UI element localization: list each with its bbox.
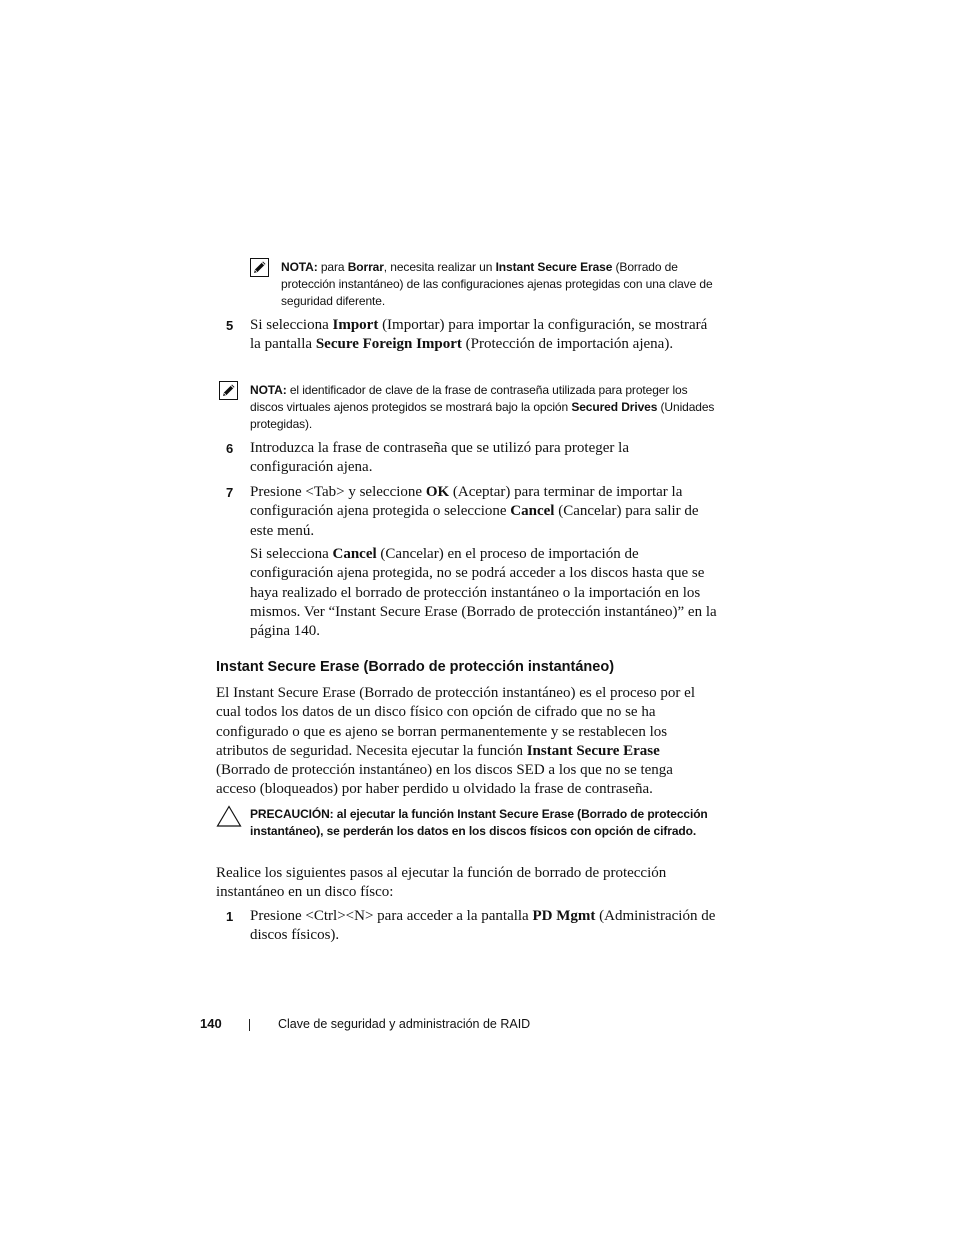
- note-block: NOTA: el identificador de clave de la frase de contraseña utilizada para proteger los discos virtuales ajenos protegidos se mostrará bajo la opción Secured Drives (Unidades protegidas).: [250, 383, 715, 431]
- note-block: NOTA: para Borrar, necesita realizar un Instant Secure Erase (Borrado de protección instantáneo) de las configuraciones ajenas protegidas con una clave de seguridad diferente.: [281, 260, 713, 308]
- step-number: 1: [226, 909, 234, 924]
- step-text: Presione <Ctrl><N> para acceder a la pantalla PD Mgmt (Administración de discos físicos).: [250, 908, 716, 944]
- step-number: 7: [226, 485, 234, 500]
- step-text: Introduzca la frase de contraseña que se utilizó para proteger la configuración ajena.: [250, 440, 629, 476]
- note-pencil-icon: [219, 381, 238, 400]
- intro-paragraph: Realice los siguientes pasos al ejecutar la función de borrado de protección instantáneo en un disco físco:: [216, 865, 667, 901]
- step-number: 6: [226, 441, 234, 456]
- footer-separator: [249, 1019, 250, 1031]
- step-number: 5: [226, 318, 234, 333]
- caution-block: PRECAUCIÓN: al ejecutar la función Instant Secure Erase (Borrado de protección instantáneo), se perderán los datos en los discos físicos con opción de cifrado.: [250, 807, 708, 838]
- step-paragraph: Si selecciona Cancel (Cancelar) en el proceso de importación de configuración ajena protegida, no se podrá acceder a los discos hasta que se haya realizado el borrado de protección instantáneo o la importación en los mismos. Ver “Instant Secure Erase (Borrado de protección instantáneo)” en la página 140.: [250, 546, 717, 640]
- chapter-title: Clave de seguridad y administración de RAID: [278, 1017, 531, 1031]
- section-heading: Instant Secure Erase (Borrado de protección instantáneo): [216, 659, 615, 675]
- note-label: NOTA:: [250, 383, 287, 397]
- note-pencil-icon: [250, 258, 269, 277]
- step-text: Si selecciona Import (Importar) para importar la configuración, se mostrará la pantalla Secure Foreign Import (Protección de importación ajena).: [250, 317, 708, 353]
- caution-triangle-icon: [216, 805, 242, 827]
- caution-label: PRECAUCIÓN:: [250, 807, 334, 821]
- section-paragraph: El Instant Secure Erase (Borrado de protección instantáneo) es el proceso por el cual todos los datos de un disco físico con opción de cifrado que no se ha configurado o que es ajeno se borran permanentemente y se restablecen los atributos de seguridad. Necesita ejecutar la función Instant Secure Erase (Borrado de protección instantáneo) en los discos SED a los que no se tenga acceso (bloqueados) por haber perdido u olvidado la frase de contraseña.: [216, 685, 695, 798]
- page-number: 140: [200, 1016, 222, 1031]
- note-label: NOTA:: [281, 260, 318, 274]
- step-text: Presione <Tab> y seleccione OK (Aceptar) para terminar de importar la configuración ajena protegida o seleccione Cancel (Cancelar) para salir de este menú.: [250, 484, 699, 539]
